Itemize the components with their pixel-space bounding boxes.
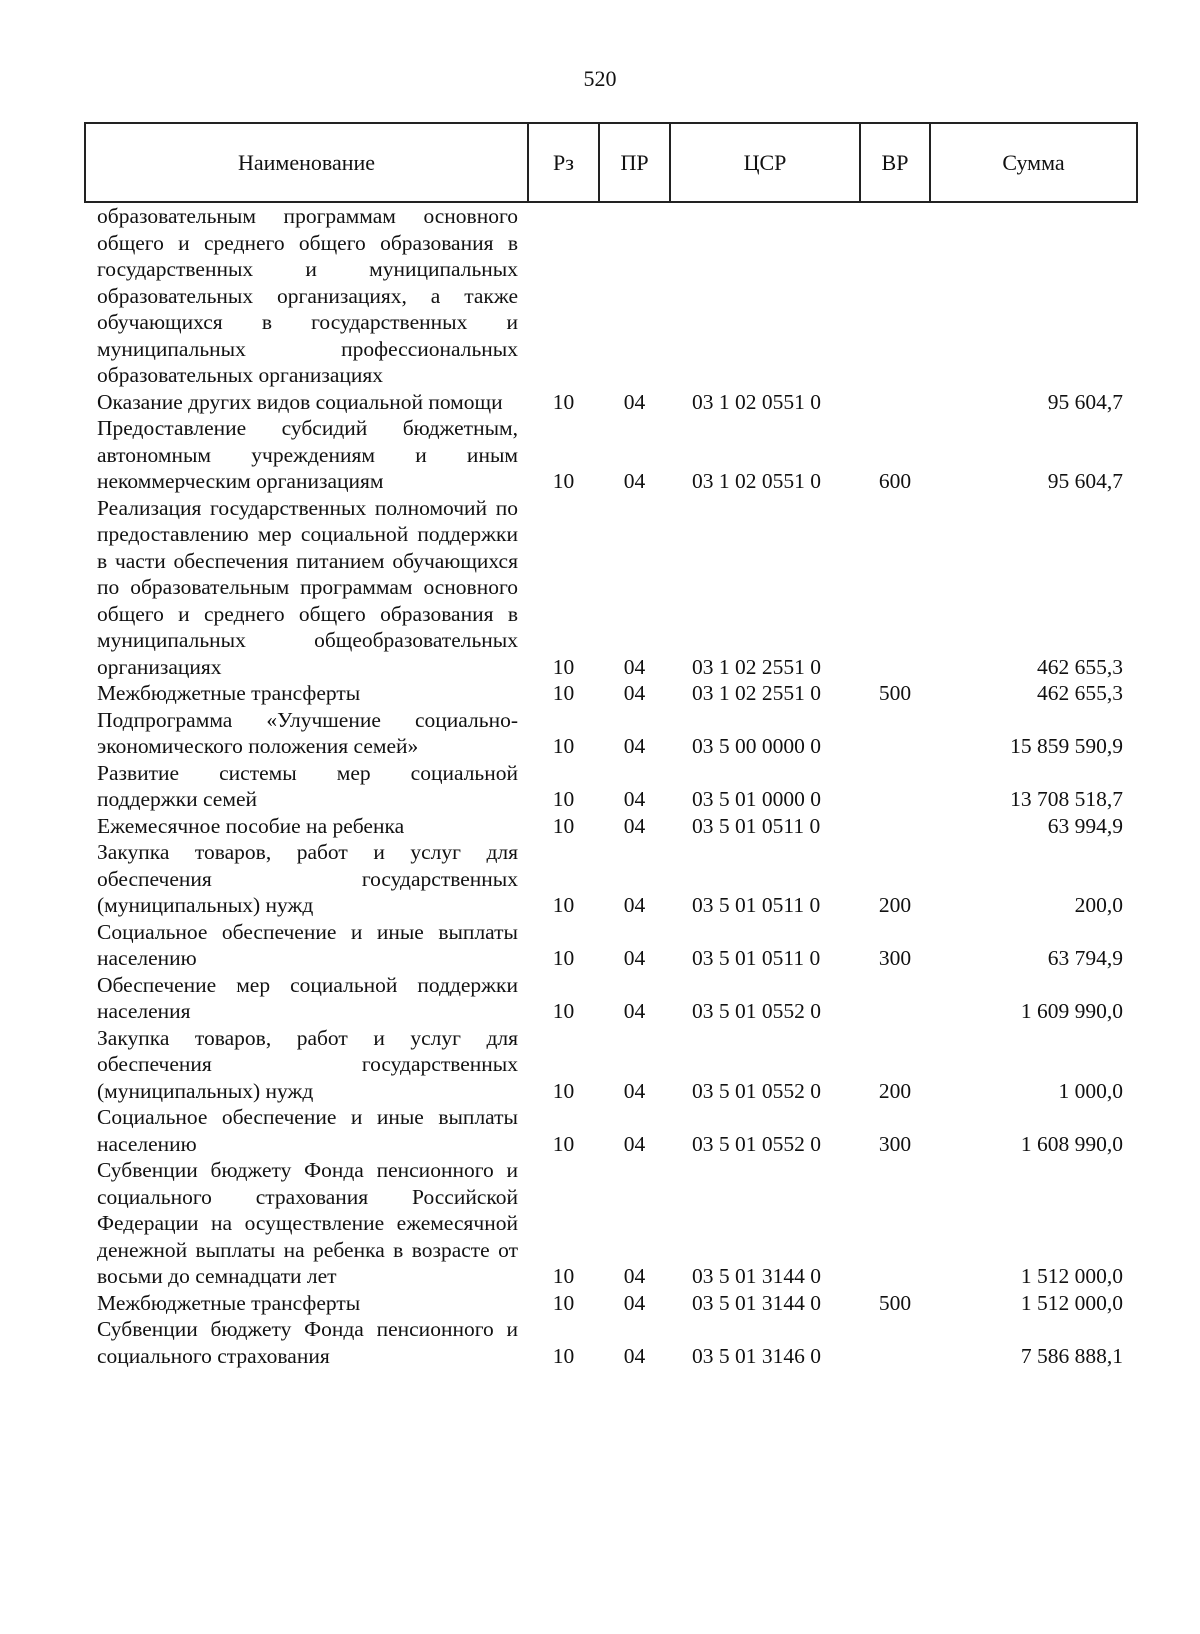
cell-rz: 10 [552, 1264, 575, 1288]
cell-rz: 10 [552, 734, 575, 758]
header-name: Наименование [85, 123, 528, 202]
cell-rz: 10 [552, 681, 575, 705]
cell-sum: 63 994,9 [1047, 813, 1123, 838]
cell-rz: 10 [552, 1131, 575, 1156]
cell-name: Социальное обеспечение и иные выплаты населению [97, 1105, 518, 1156]
cell-csr: 03 5 01 3146 0 [692, 1343, 821, 1368]
cell-pr: 04 [623, 893, 646, 917]
cell-name: Социальное обеспечение и иные выплаты населению [97, 919, 518, 970]
cell-rz: 10 [552, 654, 575, 679]
cell-name: Развитие системы мер социальной поддержки семей [97, 760, 518, 811]
table-row [85, 1157, 1137, 1290]
cell-csr: 03 1 02 0551 0 [692, 469, 821, 493]
cell-rz: 10 [552, 1078, 575, 1103]
cell-csr [670, 202, 860, 389]
cell-rz: 10 [552, 787, 575, 811]
cell-vr: 500 [878, 1290, 912, 1315]
table-row [85, 389, 1137, 416]
cell-vr: 600 [878, 469, 912, 493]
cell-name: Предоставление субсидий бюджетным, автономным учреждениям и иным некоммерческим организациям [97, 416, 518, 493]
cell-csr: 03 5 01 0552 0 [692, 999, 821, 1023]
cell-sum: 95 604,7 [1047, 469, 1123, 493]
cell-pr: 04 [623, 787, 646, 811]
cell-vr: 300 [878, 1131, 912, 1156]
cell-csr: 03 5 01 0511 0 [692, 893, 821, 917]
cell-sum: 462 655,3 [1037, 654, 1123, 679]
cell-sum: 1 608 990,0 [1020, 1131, 1123, 1156]
header-csr: ЦСР [670, 123, 860, 202]
cell-vr: 500 [878, 681, 912, 705]
cell-csr: 03 5 01 0511 0 [692, 813, 821, 838]
cell-rz: 10 [552, 893, 575, 917]
header-rz: Рз [528, 123, 599, 202]
cell-sum: 7 586 888,1 [1020, 1343, 1123, 1368]
cell-sum: 13 708 518,7 [1010, 787, 1123, 811]
cell-sum: 462 655,3 [1037, 681, 1123, 705]
cell-rz: 10 [552, 389, 575, 414]
cell-csr: 03 5 01 3144 0 [692, 1290, 821, 1315]
cell-pr: 04 [623, 1290, 646, 1315]
cell-csr: 03 5 00 0000 0 [692, 734, 821, 758]
table-row [85, 972, 1137, 1025]
cell-name: Межбюджетные трансферты [97, 1290, 361, 1315]
cell-vr [860, 389, 930, 416]
cell-pr: 04 [623, 734, 646, 758]
table-body [85, 202, 1137, 1369]
cell-pr: 04 [623, 999, 646, 1023]
cell-csr: 03 5 01 0552 0 [692, 1078, 821, 1103]
cell-vr [860, 813, 930, 840]
cell-csr: 03 5 01 0552 0 [692, 1131, 821, 1156]
cell-vr [860, 707, 930, 760]
table-header [85, 123, 1137, 202]
cell-rz: 10 [552, 999, 575, 1023]
cell-pr: 04 [623, 1131, 646, 1156]
cell-pr: 04 [623, 654, 646, 679]
cell-rz: 10 [552, 1290, 575, 1315]
cell-name: Межбюджетные трансферты [97, 681, 361, 705]
table-row [85, 202, 1137, 389]
cell-name: образовательным программам основного общего и среднего общего образования в государственных и муниципальных образовательных организациях, а также обучающихся в государственных и муниципальных профессиональных образовательных организациях [97, 204, 518, 387]
cell-sum: 1 512 000,0 [1020, 1264, 1123, 1288]
cell-csr: 03 1 02 2551 0 [692, 681, 821, 705]
cell-vr [860, 1157, 930, 1290]
table-row [85, 415, 1137, 495]
cell-pr: 04 [623, 1343, 646, 1368]
cell-csr: 03 1 02 0551 0 [692, 389, 821, 414]
cell-name: Субвенции бюджету Фонда пенсионного и социального страхования [97, 1317, 518, 1368]
cell-sum [930, 202, 1137, 389]
cell-name: Закупка товаров, работ и услуг для обеспечения государственных (муниципальных) нужд [97, 840, 518, 917]
cell-sum: 15 859 590,9 [1010, 734, 1123, 758]
table-row [85, 760, 1137, 813]
budget-table-container [84, 122, 1136, 1369]
cell-csr: 03 1 02 2551 0 [692, 654, 821, 679]
header-pr: ПР [599, 123, 670, 202]
cell-pr [599, 202, 670, 389]
cell-name: Субвенции бюджету Фонда пенсионного и социального страхования Российской Федерации на осуществление ежемесячной денежной выплаты на ребенка в возрасте от восьми до семнадцати лет [97, 1158, 518, 1288]
cell-pr: 04 [623, 813, 646, 838]
cell-vr [860, 972, 930, 1025]
cell-vr [860, 202, 930, 389]
cell-name: Ежемесячное пособие на ребенка [97, 813, 405, 838]
table-row [85, 1290, 1137, 1317]
cell-pr: 04 [623, 469, 646, 493]
table-row [85, 707, 1137, 760]
cell-sum: 1 512 000,0 [1020, 1290, 1123, 1315]
cell-rz [528, 202, 599, 389]
cell-name: Реализация государственных полномочий по предоставлению мер социальной поддержки в части обеспечения питанием обучающихся по образовательным программам основного общего и среднего общего образования в муниципальных общеобразовательных организациях [97, 495, 518, 679]
cell-rz: 10 [552, 946, 575, 970]
cell-vr [860, 1316, 930, 1369]
cell-rz: 10 [552, 469, 575, 493]
cell-pr: 04 [623, 946, 646, 970]
table-row [85, 495, 1137, 681]
table-row [85, 919, 1137, 972]
table-row [85, 680, 1137, 707]
cell-csr: 03 5 01 0000 0 [692, 787, 821, 811]
cell-vr: 200 [878, 1078, 912, 1103]
cell-pr: 04 [623, 681, 646, 705]
table-row [85, 1316, 1137, 1369]
cell-pr: 04 [623, 1264, 646, 1288]
cell-name: Обеспечение мер социальной поддержки населения [97, 972, 518, 1023]
cell-vr [860, 495, 930, 681]
cell-rz: 10 [552, 813, 575, 838]
header-row [85, 123, 1137, 202]
cell-sum: 200,0 [1074, 893, 1123, 917]
cell-sum: 63 794,9 [1047, 946, 1123, 970]
budget-table [84, 122, 1138, 1369]
page-number: 520 [583, 66, 617, 91]
cell-name: Подпрограмма «Улучшение социально-экономического положения семей» [97, 707, 518, 758]
cell-csr: 03 5 01 0511 0 [692, 946, 821, 970]
cell-vr: 200 [878, 893, 912, 917]
table-row [85, 1104, 1137, 1157]
cell-rz: 10 [552, 1343, 575, 1368]
header-sum: Сумма [930, 123, 1137, 202]
cell-pr: 04 [623, 1078, 646, 1103]
cell-sum: 1 000,0 [1058, 1078, 1123, 1103]
cell-name: Закупка товаров, работ и услуг для обеспечения государственных (муниципальных) нужд [97, 1025, 518, 1103]
cell-pr: 04 [623, 389, 646, 414]
cell-name: Оказание других видов социальной помощи [97, 389, 503, 414]
header-vr: ВР [860, 123, 930, 202]
cell-csr: 03 5 01 3144 0 [692, 1264, 821, 1288]
cell-sum: 95 604,7 [1047, 389, 1123, 414]
table-row [85, 1025, 1137, 1105]
cell-vr [860, 760, 930, 813]
table-row [85, 839, 1137, 919]
cell-vr: 300 [878, 946, 912, 970]
cell-sum: 1 609 990,0 [1020, 999, 1123, 1023]
table-row [85, 813, 1137, 840]
